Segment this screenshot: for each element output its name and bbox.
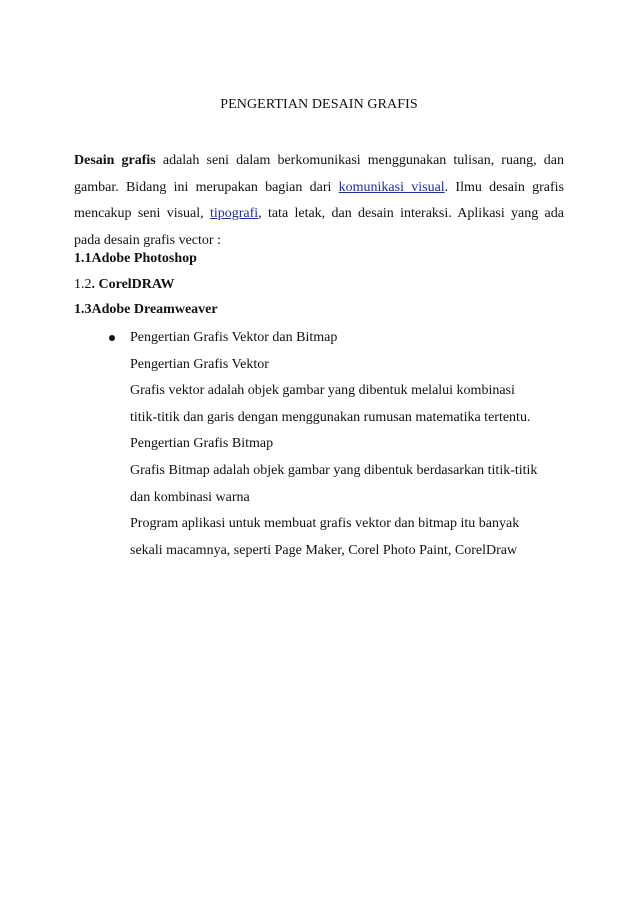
bullet-line: Grafis vektor adalah objek gambar yang dibentuk melalui kombinasi (130, 383, 515, 399)
intro-line-1-text: adalah seni dalam berkomunikasi menggunakan tulisan, ruang, dan (155, 153, 564, 168)
heading-number: 1.1 (74, 251, 92, 266)
bullet-line: sekali macamnya, seperti Page Maker, Corel Photo Paint, CorelDraw (130, 542, 518, 558)
intro-line-3-before: mencakup seni visual, (74, 206, 210, 222)
intro-line-4: pada desain grafis vector : (74, 232, 221, 248)
bullet-icon (109, 335, 115, 341)
intro-line-2-after: . Ilmu desain grafis (444, 179, 564, 195)
heading-coreldraw (74, 276, 174, 294)
intro-line-3 (74, 201, 564, 228)
intro-line-1 (74, 148, 564, 175)
bullet-line: Program aplikasi untuk membuat grafis vektor dan bitmap itu banyak (130, 516, 520, 532)
link-tipografi[interactable]: tipografi (209, 206, 259, 222)
bullet-line: Grafis Bitmap adalah objek gambar yang dibentuk berdasarkan titik-titik (130, 462, 538, 478)
heading-adobe-dreamweaver (74, 301, 218, 319)
heading-label: . CorelDRAW (91, 277, 175, 292)
intro-paragraph (74, 148, 564, 254)
heading-label: Adobe Photoshop (91, 251, 197, 266)
page-title: PENGERTIAN DESAIN GRAFIS (220, 97, 418, 112)
heading-number: 1.3 (74, 302, 92, 317)
bullet-line: Pengertian Grafis Bitmap (130, 436, 274, 452)
heading-adobe-photoshop (74, 250, 197, 268)
bullet-line: dan kombinasi warna (130, 489, 250, 505)
link-komunikasi-visual[interactable]: komunikasi visual (338, 179, 445, 195)
intro-line-3-after: , tata letak, dan desain interaksi. Aplikasi yang ada (258, 206, 564, 222)
heading-label: Adobe Dreamweaver (91, 302, 218, 317)
intro-line-2-before: gambar. Bidang ini merupakan bagian dari (74, 179, 339, 195)
intro-term: Desain grafis (74, 153, 156, 168)
bullet-line: Pengertian Grafis Vektor dan Bitmap (130, 330, 338, 345)
bullet-line: Pengertian Grafis Vektor (130, 356, 269, 372)
bullet-list-item (130, 325, 570, 564)
heading-number: 1.2 (74, 277, 92, 292)
intro-line-2 (74, 175, 564, 202)
bullet-line: titik-titik dan garis dengan menggunakan rumusan matematika tertentu. (130, 409, 531, 425)
